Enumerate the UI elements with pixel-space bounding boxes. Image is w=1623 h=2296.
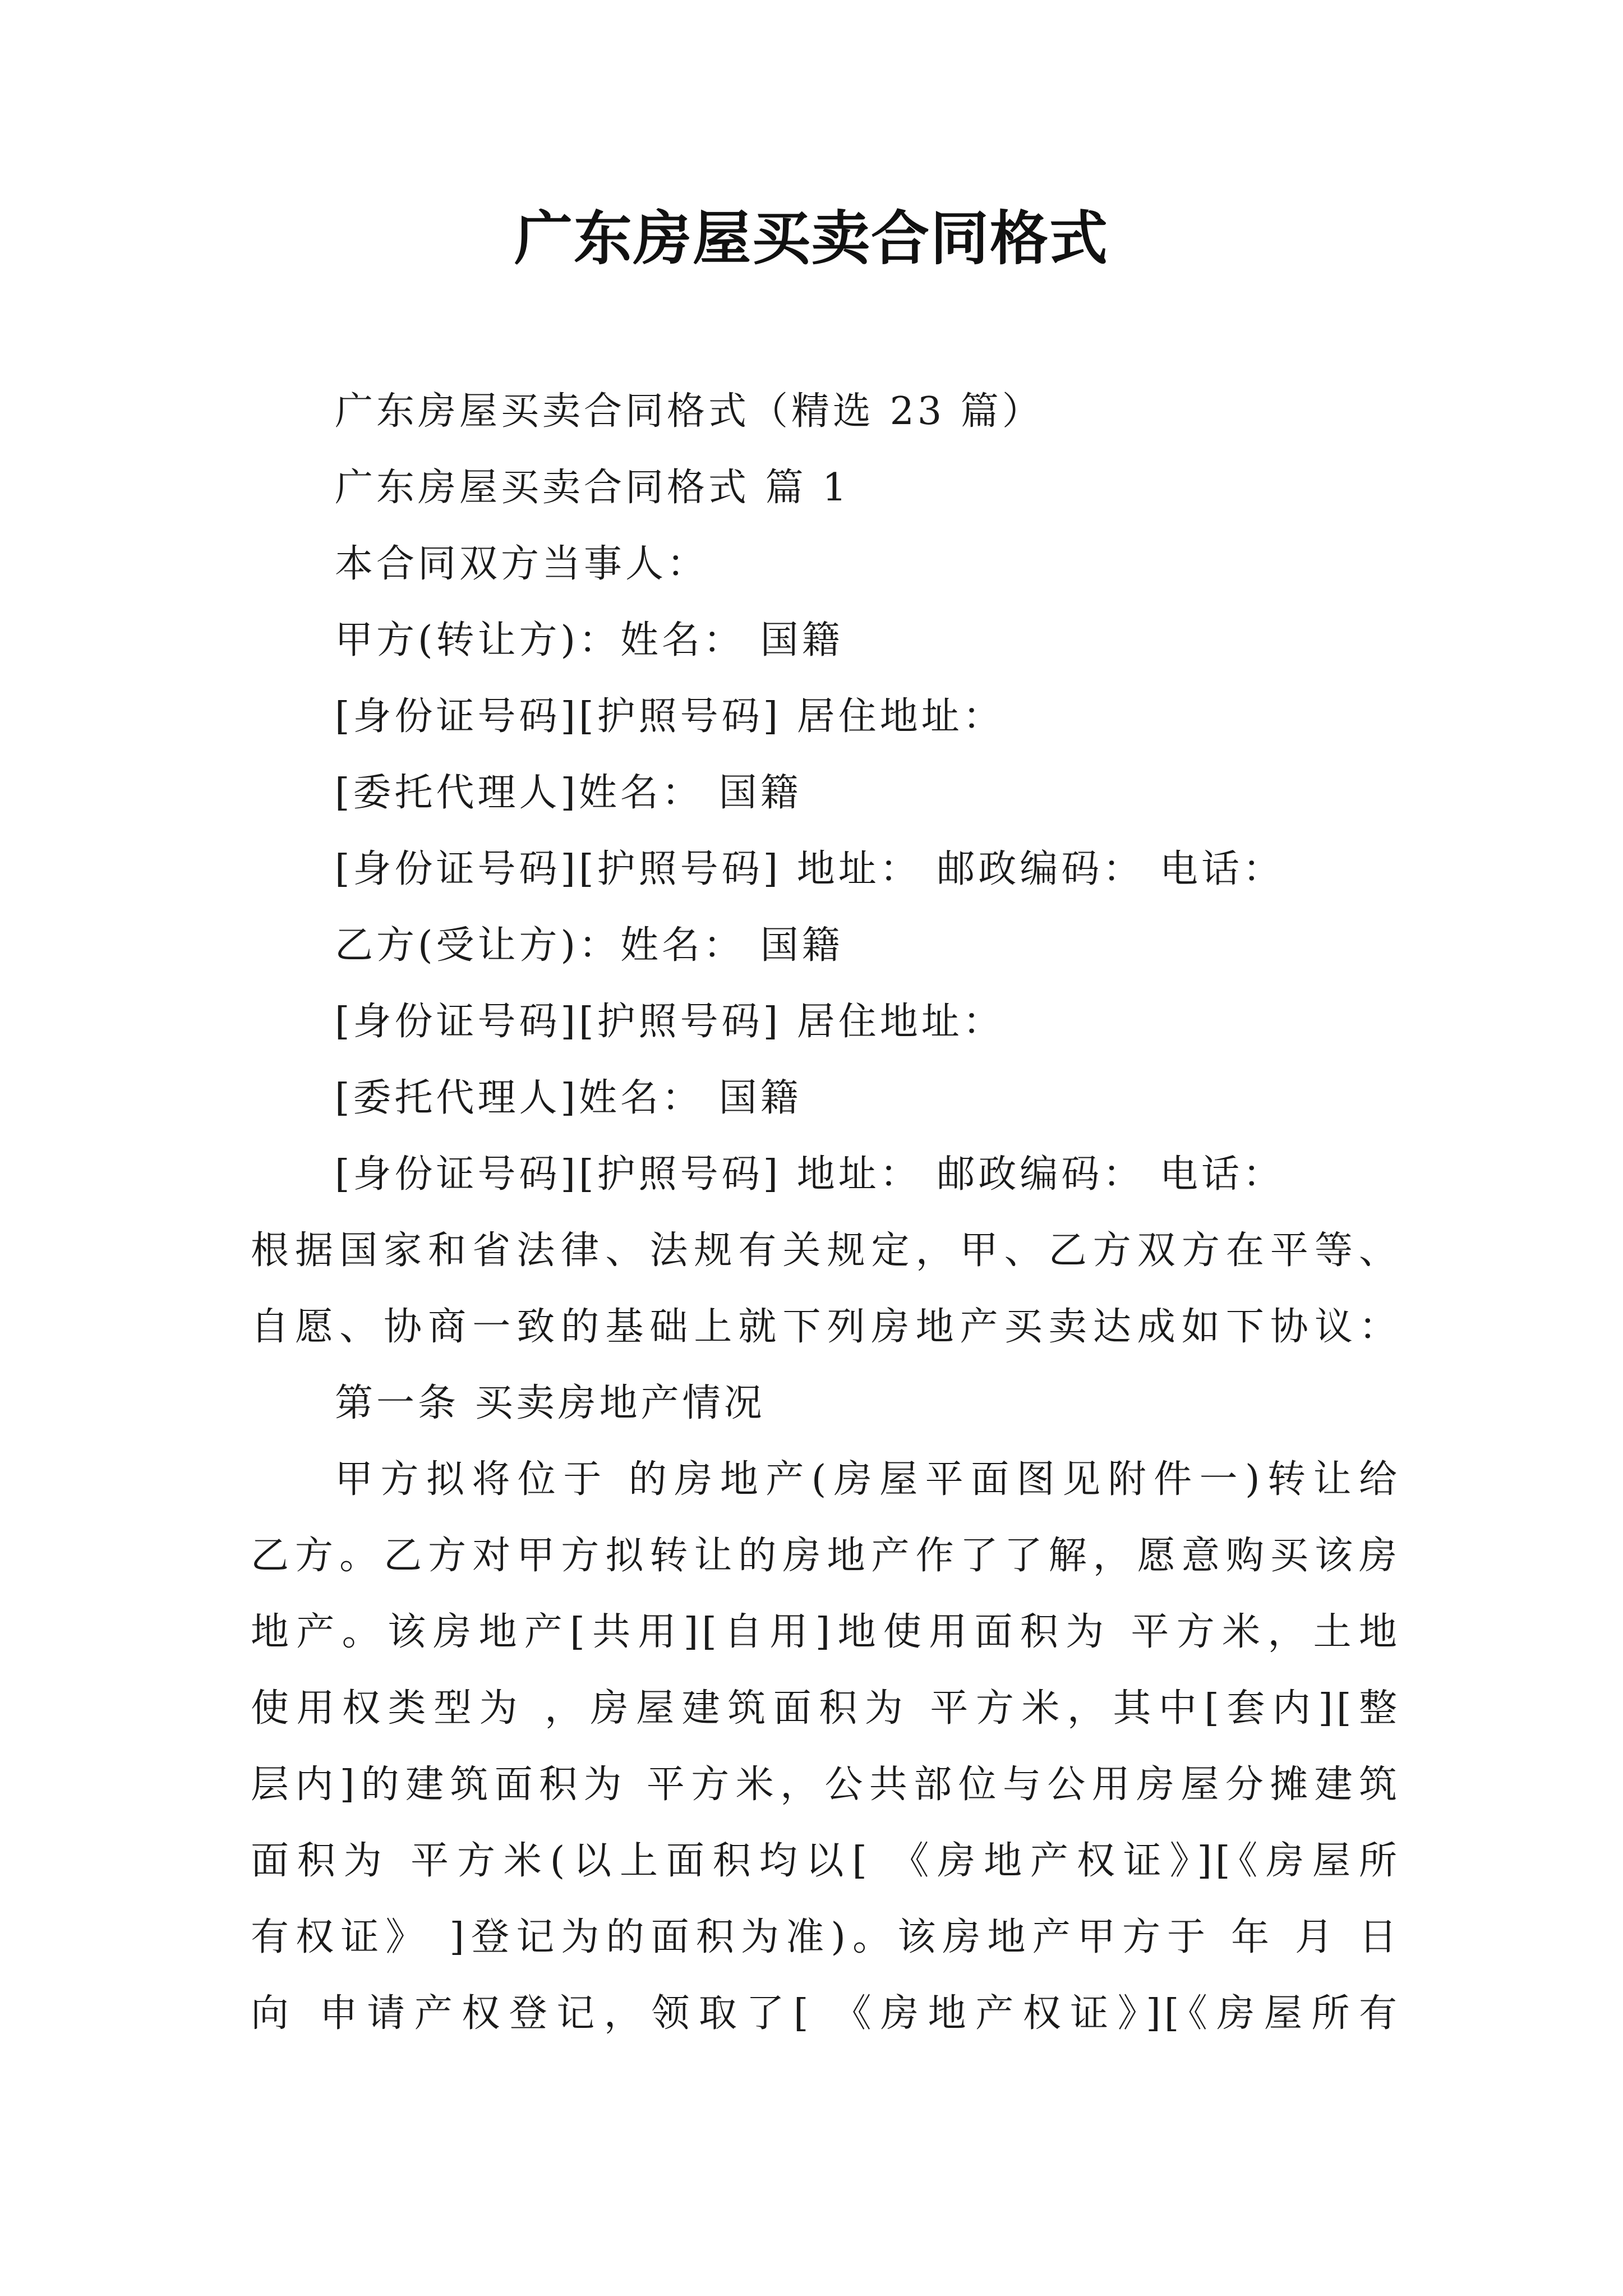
document-line: 广东房屋买卖合同格式（精选 23 篇）	[335, 389, 1044, 434]
document-line: 甲方拟将位于 的房地产(房屋平面图见附件一)转让给	[335, 1457, 1400, 1502]
document-line: 根据国家和省法律、法规有关规定，甲、乙方双方在平等、	[251, 1228, 1400, 1273]
document-title: 广东房屋买卖合同格式	[514, 204, 1109, 273]
document-line: 面积为 平方米(以上面积均以[ 《房地产权证》][《房屋所	[251, 1839, 1400, 1883]
document-line: [身份证号码][护照号码] 居住地址：	[335, 694, 1004, 739]
document-line: 本合同双方当事人：	[335, 542, 709, 586]
document-body	[251, 374, 1400, 2052]
document-line: 乙方。乙方对甲方拟转让的房地产作了了解，愿意购买该房	[251, 1534, 1400, 1578]
document-line: 广东房屋买卖合同格式 篇 1	[335, 466, 850, 510]
document-line: 层内]的建筑面积为 平方米，公共部位与公用房屋分摊建筑	[251, 1763, 1400, 1807]
document-line: [身份证号码][护照号码] 地址： 邮政编码： 电话：	[335, 1152, 1284, 1197]
document-line: 向 申请产权登记，领取了[ 《房地产权证》][《房屋所有	[251, 1991, 1400, 2036]
document-line: 乙方(受让方)：姓名： 国籍	[335, 923, 843, 968]
document-line: [身份证号码][护照号码] 地址： 邮政编码： 电话：	[335, 847, 1284, 891]
document-line: [委托代理人]姓名： 国籍	[335, 771, 802, 815]
document-line: 地产。该房地产[共用][自用]地使用面积为 平方米，土地	[251, 1610, 1400, 1654]
document-line: 使用权类型为 ，房屋建筑面积为 平方米，其中[套内][整	[251, 1686, 1400, 1731]
document-line: 甲方(转让方)：姓名： 国籍	[335, 618, 843, 662]
document-line: [身份证号码][护照号码] 居住地址：	[335, 1000, 1004, 1044]
document-line: 第一条 买卖房地产情况	[335, 1381, 766, 1425]
document-line: 有权证》 ]登记为的面积为准)。该房地产甲方于 年 月 日	[251, 1915, 1400, 1959]
document-line: 自愿、协商一致的基础上就下列房地产买卖达成如下协议：	[251, 1305, 1400, 1349]
document-line: [委托代理人]姓名： 国籍	[335, 1076, 802, 1120]
